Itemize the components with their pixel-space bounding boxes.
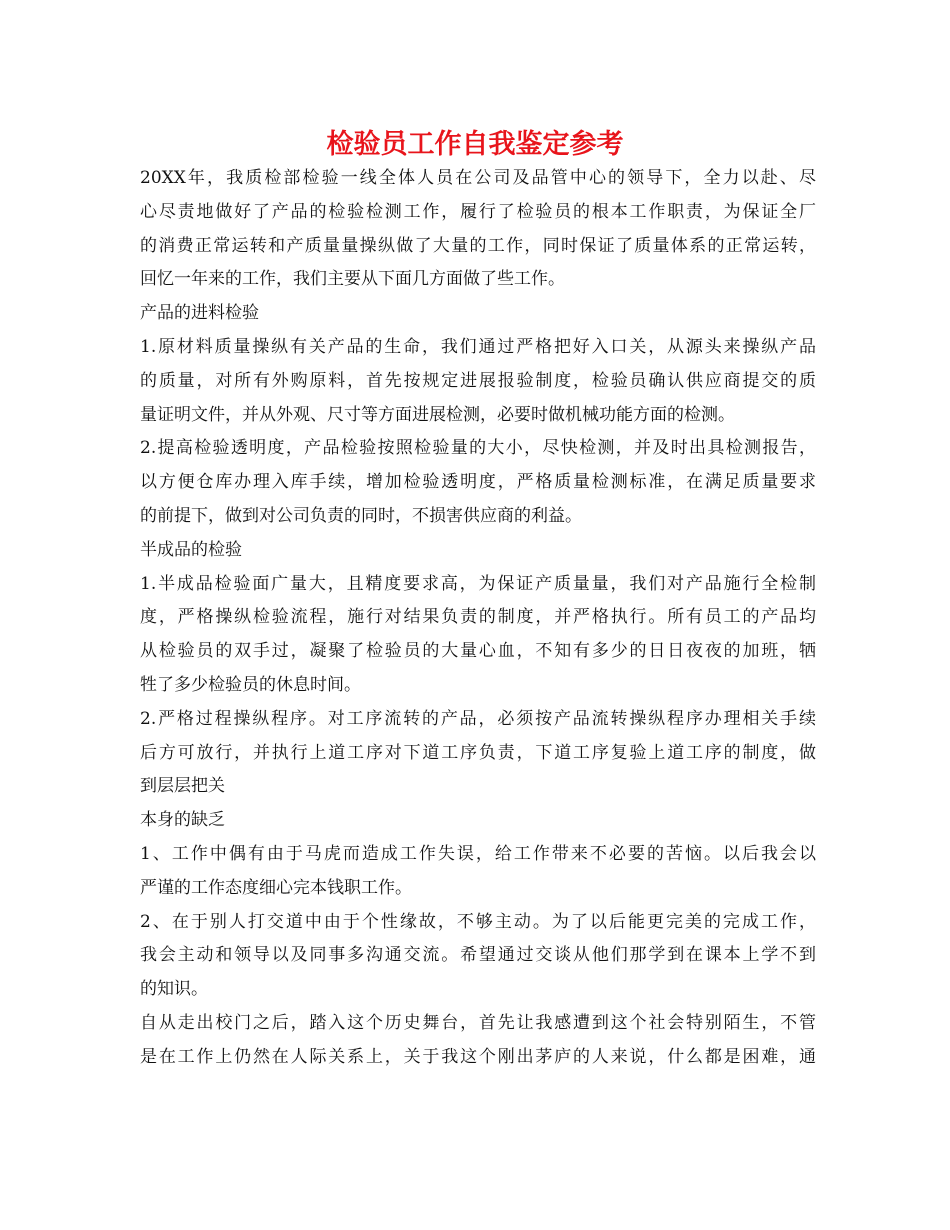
paragraph-line: 我会主动和领导以及同事多沟通交流。希望通过交谈从他们那学到在课本上学不到 [140, 945, 816, 966]
paragraph-line: 的知识。 [140, 979, 208, 1000]
paragraph-line: 牲了多少检验员的休息时间。 [140, 674, 361, 695]
paragraph-line: 20XX年，我质检部检验一线全体人员在公司及品管中心的领导下，全力以赴、尽 [140, 168, 816, 188]
paragraph-line: 2.提高检验透明度，产品检验按照检验量的大小，尽快检测，并及时出具检测报告， [140, 438, 816, 459]
paragraph-line: 自从走出校门之后，踏入这个历史舞台，首先让我感遭到这个社会特别陌生，不管 [140, 1012, 816, 1033]
paragraph-line: 到层层把关 [140, 776, 225, 797]
paragraph-line: 以方便仓库办理入库手续，增加检验透明度，严格质量检测标准，在满足质量要求 [140, 472, 816, 493]
paragraph-line: 心尽责地做好了产品的检验检测工作，履行了检验员的根本工作职责，为保证全厂 [140, 201, 816, 222]
paragraph-line: 2、在于别人打交道中由于个性缘故，不够主动。为了以后能更完美的完成工作， [140, 911, 816, 932]
document-title: 检验员工作自我鉴定参考 [326, 129, 624, 160]
paragraph-line: 的质量，对所有外购原料，首先按规定进展报验制度，检验员确认供应商提交的质 [140, 370, 816, 391]
paragraph-line: 2.严格过程操纵程序。对工序流转的产品，必须按产品流转操纵程序办理相关手续 [140, 708, 816, 729]
paragraph-line: 1.半成品检验面广量大，且精度要求高，为保证产质量量，我们对产品施行全检制 [140, 573, 816, 594]
paragraph-line: 度，严格操纵检验流程，施行对结果负责的制度，并严格执行。所有员工的产品均 [140, 607, 816, 628]
paragraph-line: 回忆一年来的工作，我们主要从下面几方面做了些工作。 [140, 269, 565, 290]
paragraph-line: 本身的缺乏 [140, 810, 225, 831]
paragraph-line: 的前提下，做到对公司负责的同时，不损害供应商的利益。 [140, 505, 582, 526]
paragraph-line: 1、工作中偶有由于马虎而造成工作失误，给工作带来不必要的苦恼。以后我会以 [140, 843, 816, 864]
paragraph-line: 1.原材料质量操纵有关产品的生命，我们通过严格把好入口关，从源头来操纵产品 [140, 336, 816, 357]
paragraph-line: 后方可放行，并执行上道工序对下道工序负责，下道工序复验上道工序的制度，做 [140, 742, 816, 763]
paragraph-line: 的消费正常运转和产质量量操纵做了大量的工作，同时保证了质量体系的正常运转， [140, 235, 816, 256]
paragraph-line: 严谨的工作态度细心完本钱职工作。 [140, 877, 412, 898]
paragraph-line: 量证明文件，并从外观、尺寸等方面进展检测，必要时做机械功能方面的检测。 [140, 404, 735, 425]
paragraph-line: 是在工作上仍然在人际关系上，关于我这个刚出茅庐的人来说，什么都是困难，通 [140, 1046, 816, 1067]
document-body [140, 162, 816, 1075]
paragraph-line: 从检验员的双手过，凝聚了检验员的大量心血，不知有多少的日日夜夜的加班，牺 [140, 641, 816, 662]
paragraph-line: 产品的进料检验 [140, 303, 259, 324]
paragraph-line: 半成品的检验 [140, 539, 242, 560]
